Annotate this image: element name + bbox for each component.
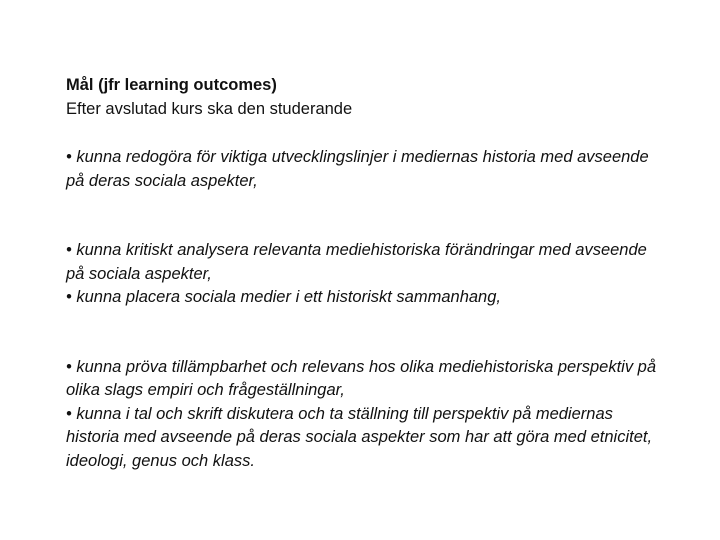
slide-content xyxy=(66,74,666,473)
outcome-item: • kunna kritiskt analysera relevanta mediehistoriska förändringar med avseende på sociala aspekter, xyxy=(66,241,647,283)
outcome-group-2 xyxy=(66,239,666,310)
outcome-group-1 xyxy=(66,146,666,193)
outcome-group-3 xyxy=(66,356,666,474)
outcome-item: • kunna i tal och skrift diskutera och ta ställning till perspektiv på mediernas historia med avseende på deras sociala aspekter som har att göra med etnicitet, ideologi, genus och klass. xyxy=(66,404,653,470)
outcome-item: • kunna pröva tillämpbarhet och relevans hos olika mediehistoriska perspektiv på olika slags empiri och frågeställningar, xyxy=(66,357,657,399)
slide-subtitle: Efter avslutad kurs ska den studerande xyxy=(66,99,353,118)
outcome-item: • kunna redogöra för viktiga utvecklingslinjer i mediernas historia med avseende på deras sociala aspekter, xyxy=(66,148,649,190)
slide-title: Mål (jfr learning outcomes) xyxy=(66,76,277,94)
outcome-item: • kunna placera sociala medier i ett historiskt sammanhang, xyxy=(66,288,501,306)
